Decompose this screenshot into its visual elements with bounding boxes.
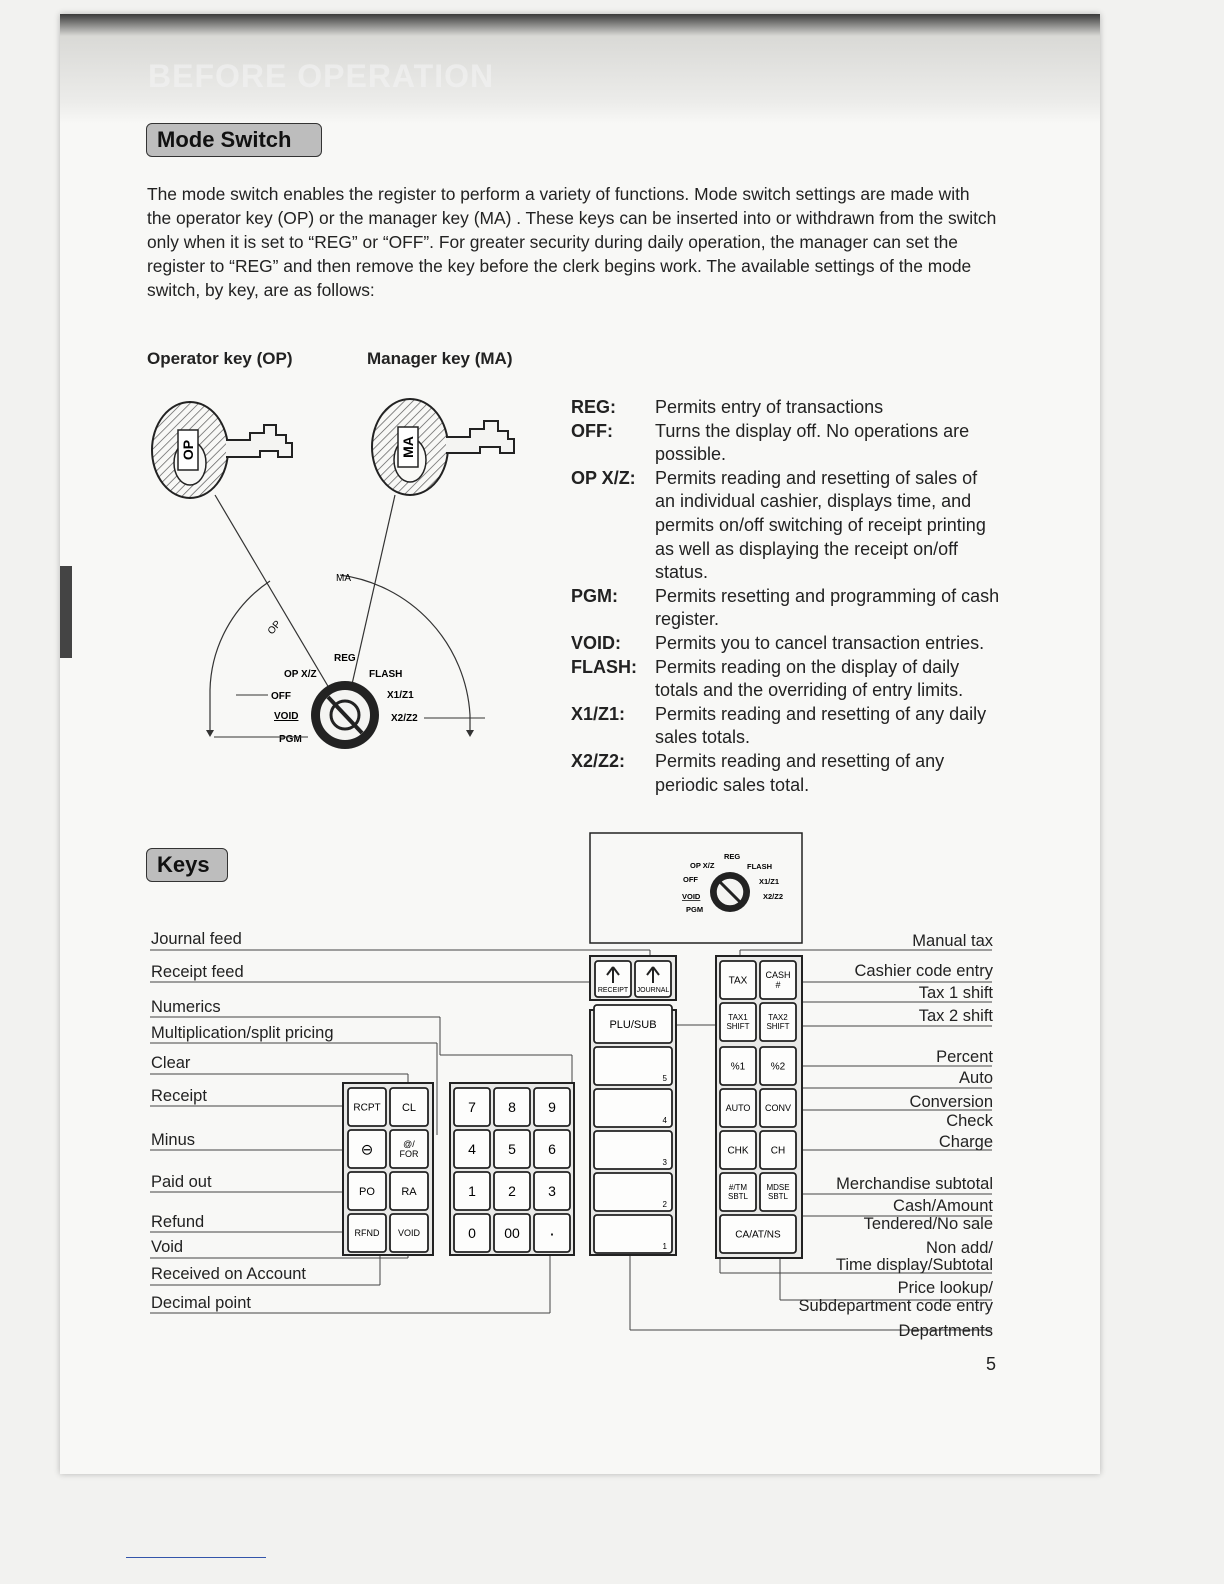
numeric-key-1-label: 8	[508, 1099, 516, 1116]
page-number: 5	[986, 1354, 997, 1374]
label-refund: Refund	[151, 1213, 205, 1231]
keys-heading: Keys	[146, 848, 228, 882]
department-key-1[interactable]	[594, 1215, 672, 1253]
label-receipt-feed: Receipt feed	[151, 963, 244, 981]
cash-key-label: CASH	[765, 970, 791, 980]
department-number: 5	[662, 1074, 667, 1083]
percent1-key[interactable]	[720, 1047, 756, 1085]
tax2-shift-key-label: TAX2	[768, 1013, 788, 1022]
mode-desc: Permits reading and resetting of any daily sales totals.	[655, 703, 987, 748]
chk-key[interactable]	[720, 1131, 756, 1169]
mdse-sbtl-key[interactable]	[760, 1173, 796, 1211]
label-clear: Clear	[151, 1054, 191, 1072]
label-cash-amount: Cash/Amount	[893, 1197, 993, 1215]
manager-key-label: Manager key (MA)	[367, 349, 513, 368]
mdse-sbtl-key-label: MDSE	[766, 1183, 790, 1192]
label-multiplication: Multiplication/split pricing	[151, 1024, 334, 1042]
keyboard-dial-inset	[590, 833, 802, 943]
ch-key[interactable]	[760, 1131, 796, 1169]
label-receipt: Receipt	[151, 1087, 207, 1105]
numeric-key-4-label: 5	[508, 1141, 516, 1158]
conv-key-label: CONV	[764, 1103, 792, 1114]
mode-key: X1/Z1:	[571, 703, 626, 724]
label-price-lookup: Price lookup/	[897, 1279, 993, 1297]
conv-key[interactable]	[760, 1089, 796, 1127]
rcpt-key-label: RCPT	[353, 1102, 381, 1114]
tm-sbtl-key-label: SBTL	[727, 1192, 749, 1201]
numeric-key-4[interactable]	[494, 1130, 530, 1168]
dial-x2z2-label: X2/Z2	[391, 713, 418, 724]
mode-desc: Permits reading on the display of daily totals and the overriding of entry limits.	[655, 656, 964, 701]
mode-keys-illustration	[140, 385, 570, 760]
mode-desc: Permits reading and resetting of any periodic sales total.	[655, 750, 945, 795]
mode-key: OP X/Z:	[571, 467, 636, 488]
tax-key-label: TAX	[728, 975, 748, 987]
po-key-label: PO	[359, 1185, 375, 1198]
at-for-key[interactable]	[390, 1130, 428, 1168]
department-number: 3	[662, 1158, 667, 1167]
numeric-key-2[interactable]	[534, 1088, 570, 1126]
cash-key-label: #	[775, 980, 781, 990]
label-void: Void	[151, 1238, 184, 1256]
dial-void-label: VOID	[274, 711, 299, 722]
receipt-feed-key[interactable]	[595, 961, 631, 997]
po-key[interactable]	[348, 1172, 386, 1210]
bottom-rule	[126, 1557, 266, 1558]
tax1-shift-key[interactable]	[720, 1003, 756, 1041]
department-number: 2	[662, 1200, 667, 1209]
dial-pgm-label: PGM	[279, 734, 302, 745]
mode-setting-off	[571, 420, 1001, 467]
percent1-key-label: %1	[730, 1061, 746, 1073]
mode-setting-opxz	[571, 467, 1001, 585]
inset-void: VOID	[682, 892, 701, 901]
mode-key: VOID:	[571, 632, 622, 653]
at-for-key-label: FOR	[399, 1149, 419, 1159]
numeric-key-8[interactable]	[534, 1172, 570, 1210]
label-tax2-shift: Tax 2 shift	[918, 1007, 993, 1025]
operator-key-label: Operator key (OP)	[147, 349, 293, 368]
mode-key: OFF:	[571, 420, 613, 441]
chk-key-label: CHK	[727, 1145, 749, 1157]
numeric-key-9-label: 0	[468, 1225, 476, 1242]
inset-flash: FLASH	[747, 862, 772, 871]
dial-op-label: OP	[265, 618, 284, 637]
numeric-key-5[interactable]	[534, 1130, 570, 1168]
numeric-key-0[interactable]	[454, 1088, 490, 1126]
cl-key[interactable]	[390, 1088, 428, 1126]
inset-off: OFF	[683, 875, 698, 884]
op-key-text: OP	[180, 439, 196, 461]
inset-pgm: PGM	[686, 905, 704, 914]
numeric-key-8-label: 3	[548, 1183, 556, 1200]
mode-desc: Permits resetting and programming of cash register.	[655, 585, 1000, 630]
percent2-key-label: %2	[770, 1061, 786, 1073]
rcpt-key[interactable]	[348, 1088, 386, 1126]
numeric-key-11-label: ·	[549, 1223, 555, 1244]
label-departments: Departments	[898, 1322, 993, 1340]
mode-switch-heading: Mode Switch	[146, 123, 322, 157]
operator-key-illustration	[152, 402, 292, 498]
label-cashier-code-entry: Cashier code entry	[854, 962, 993, 980]
rfnd-key[interactable]	[348, 1214, 386, 1252]
receipt-feed-key-label: RECEIPT	[597, 987, 629, 994]
numeric-key-0-label: 7	[468, 1099, 476, 1116]
department-key-4[interactable]	[594, 1089, 672, 1127]
mode-setting-x2z2	[571, 750, 1001, 797]
inset-opxz: OP X/Z	[690, 861, 715, 870]
tm-sbtl-key-label: #/TM	[728, 1183, 748, 1192]
tax1-shift-key-label: TAX1	[728, 1013, 748, 1022]
label-decimal-point: Decimal point	[151, 1294, 251, 1312]
numeric-key-9[interactable]	[454, 1214, 490, 1252]
numeric-key-6[interactable]	[454, 1172, 490, 1210]
mode-desc: Permits reading and resetting of sales of an individual cashier, displays time, and permits on/off switching of receipt printing as well as displaying the receipt on/off status.	[655, 467, 986, 583]
tax1-shift-key-label: SHIFT	[726, 1022, 750, 1031]
ca-at-ns-key-label: CA/AT/NS	[735, 1229, 781, 1241]
mdse-sbtl-key-label: SBTL	[767, 1192, 789, 1201]
tax-key[interactable]	[720, 961, 756, 999]
manager-key-illustration	[372, 399, 514, 495]
journal-feed-key-label: JOURNAL	[636, 987, 670, 994]
inset-x2z2: X2/Z2	[763, 892, 784, 901]
inset-x1z1: X1/Z1	[759, 877, 780, 886]
numeric-key-6-label: 1	[468, 1183, 476, 1200]
mode-key: REG:	[571, 397, 616, 417]
edge-tab-marker	[60, 566, 72, 658]
plu-sub-key[interactable]	[594, 1005, 672, 1043]
label-manual-tax: Manual tax	[912, 932, 993, 950]
mode-setting-x1z1	[571, 703, 1001, 750]
mode-setting-void	[571, 632, 1001, 656]
cl-key-label: CL	[401, 1101, 417, 1114]
label-check: Check	[946, 1112, 993, 1130]
inset-reg: REG	[724, 852, 741, 861]
department-key-3[interactable]	[594, 1131, 672, 1169]
ca-at-ns-key[interactable]	[720, 1215, 796, 1253]
label-merchandise-subtotal: Merchandise subtotal	[836, 1175, 993, 1193]
label-received-on-account: Received on Account	[151, 1265, 307, 1283]
tm-sbtl-key[interactable]	[720, 1173, 756, 1211]
dial-flash-label: FLASH	[369, 669, 403, 680]
numeric-key-11[interactable]	[534, 1214, 570, 1252]
mode-switch-dial	[311, 681, 379, 749]
auto-key[interactable]	[720, 1089, 756, 1127]
mode-setting-flash	[571, 656, 1001, 703]
dial-x1z1-label: X1/Z1	[387, 690, 414, 701]
label-time-display-subtotal: Time display/Subtotal	[835, 1256, 993, 1274]
numeric-key-7[interactable]	[494, 1172, 530, 1210]
mode-setting-pgm	[571, 585, 1001, 632]
mode-desc: Turns the display off. No operations are possible.	[655, 420, 970, 465]
tax2-shift-key-label: SHIFT	[766, 1022, 790, 1031]
department-key-5[interactable]	[594, 1047, 672, 1085]
label-numerics: Numerics	[151, 998, 221, 1016]
percent2-key[interactable]	[760, 1047, 796, 1085]
void-key[interactable]	[390, 1214, 428, 1252]
label-auto: Auto	[959, 1069, 993, 1087]
ra-key-label: RA	[401, 1185, 417, 1198]
label-journal-feed: Journal feed	[151, 930, 242, 948]
label-conversion: Conversion	[909, 1093, 993, 1111]
minus-key-label: ⊖	[360, 1141, 374, 1159]
tax2-shift-key[interactable]	[760, 1003, 796, 1041]
dial-ma-label: MA	[336, 573, 351, 584]
label-non-add: Non add/	[926, 1239, 993, 1257]
label-paid-out: Paid out	[151, 1173, 212, 1191]
numeric-key-3[interactable]	[454, 1130, 490, 1168]
mode-switch-description: The mode switch enables the register to perform a variety of functions. Mode switch settings are made with the operator key (OP) or the manager key (MA) . These keys can be inserted into or withdrawn from the switch only when it is set to “REG” or “OFF”. For greater security during daily operation, the manager can set the register to “REG” and then remove the key before the clerk begins work. The available settings of the mode switch, by key, are as follows:	[147, 184, 997, 300]
mode-key: FLASH:	[571, 656, 637, 677]
department-number: 1	[662, 1242, 667, 1251]
department-number: 4	[662, 1116, 667, 1125]
label-percent: Percent	[936, 1048, 993, 1066]
mode-setting-reg	[571, 396, 1001, 420]
mode-key: PGM:	[571, 585, 618, 606]
ra-key[interactable]	[390, 1172, 428, 1210]
minus-key[interactable]	[348, 1130, 386, 1168]
at-for-key-label: @/	[403, 1139, 415, 1149]
dial-opxz-label: OP X/Z	[284, 669, 317, 680]
label-charge: Charge	[938, 1133, 993, 1151]
mode-settings-list	[571, 396, 1001, 797]
numeric-key-1[interactable]	[494, 1088, 530, 1126]
void-key-label: VOID	[397, 1228, 421, 1239]
dial-reg-label: REG	[334, 653, 356, 664]
numeric-key-7-label: 2	[508, 1183, 516, 1200]
label-subdepartment-code-entry: Subdepartment code entry	[798, 1297, 993, 1315]
auto-key-label: AUTO	[725, 1103, 751, 1114]
numeric-key-2-label: 9	[548, 1099, 556, 1116]
label-minus: Minus	[151, 1131, 196, 1149]
ma-key-text: MA	[400, 436, 416, 458]
mode-desc: Permits you to cancel transaction entries.	[655, 632, 985, 653]
mode-key: X2/Z2:	[571, 750, 626, 771]
numeric-key-5-label: 6	[548, 1141, 556, 1158]
plu-sub-key-label: PLU/SUB	[609, 1018, 657, 1031]
label-tendered-no-sale: Tendered/No sale	[863, 1215, 993, 1233]
numeric-key-10[interactable]	[494, 1214, 530, 1252]
ch-key-label: CH	[770, 1145, 786, 1157]
numeric-key-3-label: 4	[468, 1141, 476, 1158]
label-tax1-shift: Tax 1 shift	[918, 984, 993, 1002]
journal-feed-key[interactable]	[635, 961, 671, 997]
rfnd-key-label: RFND	[354, 1228, 380, 1239]
numeric-key-10-label: 00	[504, 1225, 520, 1242]
department-key-2[interactable]	[594, 1173, 672, 1211]
section-band-title: BEFORE OPERATION	[148, 58, 495, 94]
cash-key[interactable]	[760, 961, 796, 999]
mode-desc: Permits entry of transactions	[655, 397, 884, 417]
dial-off-label: OFF	[271, 691, 291, 702]
